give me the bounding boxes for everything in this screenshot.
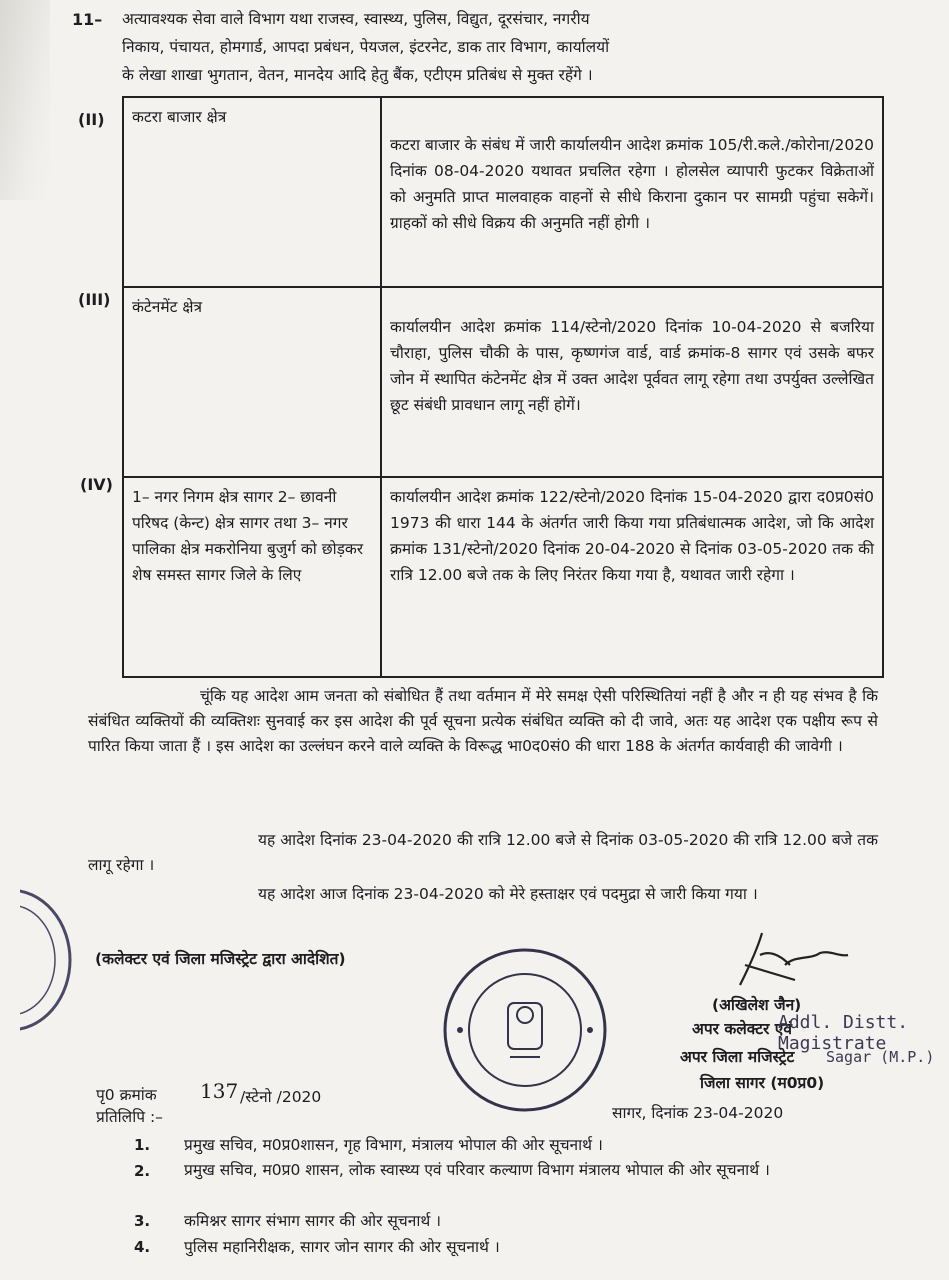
designation-stamp-place: Sagar (M.P.) [826,1048,935,1066]
page-fold-shadow [0,0,50,200]
copy-item: प्रमुख सचिव, म0प्र0 शासन, लोक स्वास्थ्य एवं परिवार कल्याण विभाग मंत्रालय भोपाल की ओर सूचनार्थ । [184,1161,770,1179]
memo-ref-number: 137 [200,1079,239,1103]
copy-number: 3. [134,1212,151,1230]
copy-number: 2. [134,1162,151,1180]
order-cell [381,477,883,677]
table-row [123,287,883,477]
table-row [123,97,883,287]
row-number: (II) [78,110,105,129]
table-row [123,477,883,677]
order-cell [381,97,883,287]
issue-paragraph: यह आदेश आज दिनांक 23-04-2020 को मेरे हस्ताक्षर एवं पदमुद्रा से जारी किया गया । [258,885,758,903]
partial-seal-icon [20,880,80,1040]
copy-item: पुलिस महानिरीक्षक, सागर जोन सागर की ओर सूचनार्थ । [184,1238,500,1256]
item11-line-3: के लेखा शाखा भुगतान, वेतन, मानदेय आदि हेतु बैंक, एटीएम प्रतिबंध से मुक्त रहेंगे । [122,66,593,84]
copy-number: 1. [134,1136,151,1154]
row-number: (III) [78,290,111,309]
validity-paragraph: यह आदेश दिनांक 23-04-2020 की रात्रि 12.00 बजे से दिनांक 03-05-2020 की रात्रि 12.00 बजे तक लागू रहेगा । [88,831,878,874]
signatory-name: (अखिलेश जैन) [712,996,802,1014]
official-seal-icon [440,945,610,1115]
item11-line-2: निकाय, पंचायत, होमगार्ड, आपदा प्रबंधन, पेयजल, इंटरनेट, डाक तार विभाग, कार्यालयों [122,38,610,56]
ordered-by: (कलेक्टर एवं जिला मजिस्ट्रेट द्वारा आदेशित) [95,950,346,968]
notice-paragraph: चूंकि यह आदेश आम जनता को संबोधित हैं तथा वर्तमान में मेरे समक्ष ऐसी परिस्थितियां नहीं है और न ही यह संभव है कि संबंधित व्यक्तियों की व्यक्तिशः सुनवाई कर इस आदेश की पूर्व सूचना प्रत्येक संबंधित व्यक्ति को दी जावे, अतः यह आदेश एक पक्षीय रूप से पारित किया जाता हैं । इस आदेश का उल्लंघन करने वाले व्यक्ति के विरूद्ध भा0द0सं0 की धारा 188 के अंतर्गत कार्यवाही की जावेगी । [88,687,878,755]
order-text: कटरा बाजार के संबंध में जारी कार्यालयीन आदेश क्रमांक 105/री.कले./कोरोना/2020 दिनांक 08-04-2020 यथावत प्रचलित रहेगा । होलसेल व्यापारी फुटकर विक्रेताओं को अनुमति प्राप्त मालवाहक वाहनों से सीधे किराना दुकान पर सामग्री पहुंचा सकेगें। ग्राहकों को सीधे विक्रय की अनुमति नहीं होगी । [390,136,874,232]
copy-label: प्रतिलिपि :– [96,1108,163,1126]
signatory-designation-2: अपर जिला मजिस्ट्रेट [680,1048,795,1066]
row-number: (IV) [80,475,113,494]
signatory-designation-1: अपर कलेक्टर एवं [692,1020,792,1038]
restrictions-table [122,96,884,678]
signatory-district: जिला सागर (म0प्र0) [700,1074,825,1092]
memo-ref-label: पृ0 क्रमांक [96,1086,157,1104]
order-cell [381,287,883,477]
memo-ref-suffix: /स्टेनो /2020 [240,1088,322,1106]
copy-number: 4. [134,1238,151,1256]
copy-item: प्रमुख सचिव, म0प्र0शासन, गृह विभाग, मंत्रालय भोपाल की ओर सूचनार्थ । [184,1136,603,1154]
area-cell: 1– नगर निगम क्षेत्र सागर 2– छावनी परिषद (केन्ट) क्षेत्र सागर तथा 3– नगर पालिका क्षेत्र मकरोनिया बुजुर्ग को छोड़कर शेष समस्त सागर जिले के लिए [123,477,381,677]
signature-icon [700,925,850,995]
order-text: कार्यालयीन आदेश क्रमांक 122/स्टेनो/2020 दिनांक 15-04-2020 द्वारा द0प्र0सं0 1973 की धारा 144 के अंतर्गत जारी किया गया प्रतिबंधात्मक आदेश, जो कि आदेश क्रमांक 131/स्टेनो/2020 दिनांक 20-04-2020 से दिनांक 03-05-2020 तक की रात्रि 12.00 बजे तक के लिए निरंतर किया गया है, यथावत जारी रहेगा । [390,488,874,584]
area-cell: कंटेनमेंट क्षेत्र [123,287,381,477]
place-date: सागर, दिनांक 23-04-2020 [612,1104,784,1122]
copy-item: कमिश्नर सागर संभाग सागर की ओर सूचनार्थ । [184,1212,442,1230]
order-text: कार्यालयीन आदेश क्रमांक 114/स्टेनो/2020 दिनांक 10-04-2020 से बजरिया चौराहा, पुलिस चौकी के पास, कृष्णगंज वार्ड, वार्ड क्रमांक-8 सागर एवं उसके बफर जोन में स्थापित कंटेनमेंट क्षेत्र में उक्त आदेश पूर्ववत लागू रहेगा तथा उपर्युक्त उल्लेखित छूट संबंधी प्रावधान लागू नहीं होगें। [390,318,874,414]
designation-stamp-text: Addl. Distt. Magistrate [778,1012,909,1054]
item-number: 11– [72,10,103,29]
item11-line-1: अत्यावश्यक सेवा वाले विभाग यथा राजस्व, स्वास्थ्य, पुलिस, विद्युत, दूरसंचार, नगरीय [122,10,590,28]
area-cell: कटरा बाजार क्षेत्र [123,97,381,287]
